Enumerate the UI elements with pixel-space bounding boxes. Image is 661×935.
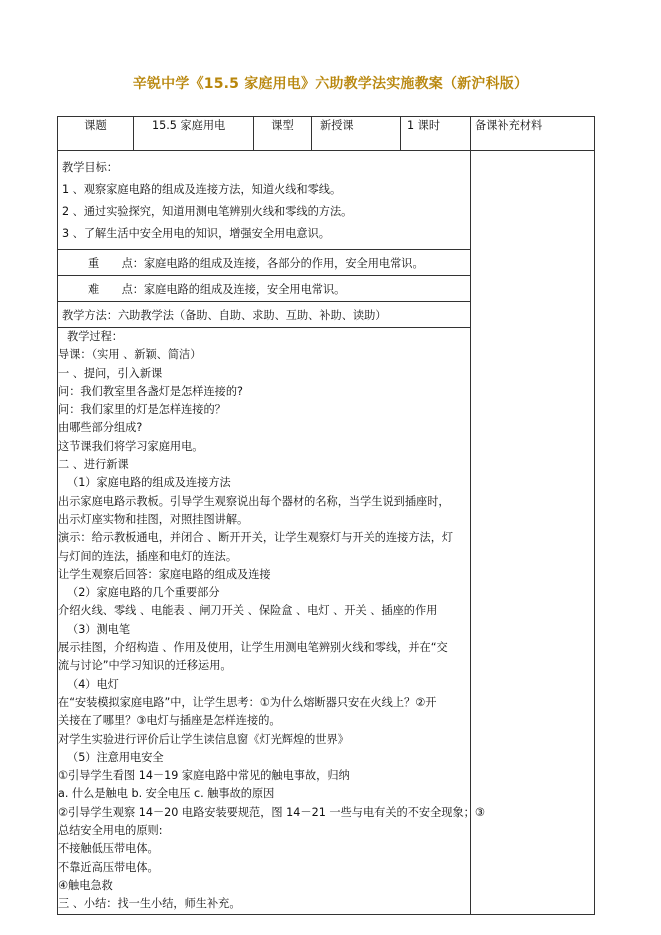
process-line: 问：我们家里的灯是怎样连接的？ — [58, 403, 226, 417]
teaching-process — [58, 328, 485, 915]
goals-heading: 教学目标： — [62, 161, 118, 174]
class-hours: 1 课时 — [401, 117, 471, 151]
process-line: 问：我们教室里各盏灯是怎样连接的? — [58, 384, 243, 398]
process-line: 不靠近高压带电体。 — [58, 860, 159, 874]
goals-row — [58, 151, 595, 250]
process-line: 与灯间的连法，插座和电灯的连法。 — [58, 549, 238, 563]
process-line: （5）注意用电安全 — [67, 750, 164, 764]
key-point: 重 点：家庭电路的组成及连接，各部分的作用，安全用电常识。 — [58, 250, 471, 276]
teaching-goals — [58, 151, 471, 250]
goal-item: 2 、通过实验探究，知道用测电笔辨别火线和零线的方法。 — [62, 205, 353, 218]
process-line: 流与讨论”中学习知识的迁移运用。 — [58, 659, 232, 673]
process-line: 让学生观察后回答：家庭电路的组成及连接 — [58, 567, 271, 581]
topic-label: 课题 — [58, 117, 134, 151]
goal-item: 3 、了解生活中安全用电的知识，增强安全用电意识。 — [62, 227, 330, 240]
process-line: 二 、进行新课 — [58, 458, 129, 472]
process-line: （2）家庭电路的几个重要部分 — [67, 586, 220, 600]
process-line: ①引导学生看图 14－19 家庭电路中常见的触电事故，归纳 — [58, 769, 350, 783]
process-line: 在“安装模拟家庭电路”中，让学生思考：①为什么熔断器只安在火线上？②开 — [58, 695, 437, 709]
process-line: ②引导学生观察 14－20 电路安装要规范，图 14－21 一些与电有关的不安全现象；③ — [58, 805, 485, 819]
process-line: 关接在了哪里？③电灯与插座是怎样连接的。 — [58, 714, 281, 728]
process-line: 出示家庭电路示教板。引导学生观察说出每个器材的名称，当学生说到插座时， — [58, 494, 450, 508]
process-line: （4）电灯 — [67, 677, 119, 691]
process-line: 三 、小结：找一生小结，师生补充。 — [58, 897, 241, 911]
process-line: 不接触低压带电体。 — [58, 842, 159, 856]
document-title: 辛锐中学《15.5 家庭用电》六助教学法实施教案（新沪科版） — [132, 76, 529, 92]
process-line: 这节课我们将学习家庭用电。 — [58, 439, 204, 453]
type-label: 课型 — [254, 117, 312, 151]
goal-item: 1 、观察家庭电路的组成及连接方法，知道火线和零线。 — [62, 183, 342, 196]
process-line: 导课：（实用 、新颖、简洁） — [58, 348, 202, 362]
header-row — [58, 117, 595, 151]
process-line: 介绍火线、零线 、电能表 、闸刀开关 、保险盒 、电灯 、开关 、插座的作用 — [58, 604, 438, 618]
process-line: ④触电急救 — [58, 878, 113, 892]
process-line: 对学生实验进行评价后让学生读信息窗《灯光辉煌的世界》 — [58, 732, 349, 746]
topic-value: 15.5 家庭用电 — [134, 117, 254, 151]
process-line: （3）测电笔 — [67, 622, 131, 636]
difficult-point: 难 点：家庭电路的组成及连接，安全用电常识。 — [58, 276, 471, 302]
supplement-header: 备课补充材料 — [471, 117, 595, 151]
process-line: 由哪些部分组成? — [58, 421, 143, 435]
process-line: a. 什么是触电 b. 安全电压 c. 触事故的原因 — [58, 787, 275, 801]
process-line: 展示挂图，介绍构造 、作用及使用，让学生用测电笔辨别火线和零线，并在“交 — [58, 641, 448, 655]
process-line: 总结安全用电的原则: — [58, 824, 163, 838]
process-line: 演示：给示教板通电，并闭合 、断开开关，让学生观察灯与开关的连接方法，灯 — [58, 531, 454, 545]
lesson-plan-table — [57, 116, 595, 915]
process-line: 出示灯座实物和挂图，对照挂图讲解。 — [58, 512, 249, 526]
process-line: 一 、提问，引入新课 — [58, 366, 163, 380]
type-value: 新授课 — [312, 117, 401, 151]
process-line: （1）家庭电路的组成及连接方法 — [67, 476, 231, 490]
supplement-column — [471, 151, 595, 915]
process-line: 教学过程： — [67, 330, 123, 343]
teaching-method: 教学方法：六助教学法（备助、自助、求助、互助、补助、读助） — [58, 302, 471, 328]
